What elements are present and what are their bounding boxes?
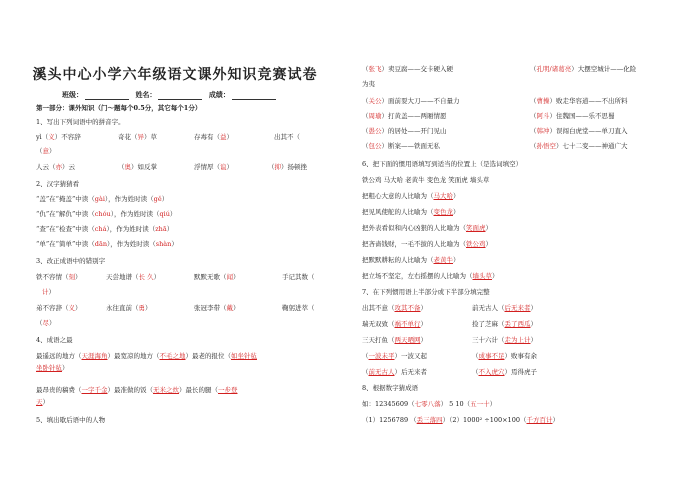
q1-row-1-cont: （意） (36, 147, 56, 155)
exam-page: 溪头中心小学六年级语文课外知识竞赛试卷 班级： 姓名： 成绩： 第一部分：课外知识（门～题每个0.5分，其它每个1分） 1、写出下列词语中的拼音字。 yì（义）不容辞 奇花（异）草 存毒有（益） 出其不（ （意） 人云（亦）云 （奥）如反掌 浮情厚（谊） （抑）扬顿挫 2、汉字猜猜看 “盖”在“掩盖”中读（gài），作为姓时读（gě） “仇”在“解仇”中读（chóu），作为姓时读（qiú） “查”在“检查”中读（chá），作为姓时读（zhā） “单”在“简单”中读（dān），作为姓时读（shàn） 3、改正成语中的错别字 铁不容情（刻） 天尝地谱（长 久） 默默无歌（闻） 手记其数（ 计） 弟不容辞（义） 永往直前（勇） 张冠李带（戴） 鞠躬进萃（ （尽） 4、成语之最 最遥远的地方（天涯海角）最宽凉的地方（不毛之地）最老的报位（如坐针毡 坐卧针毡） 最昂贵的稿费（一字千金）最准做的饭（无米之炊）最长的腿（一步登 天） 5、填出歇后语中的人物 （张飞）卖豆腐——交卡硬入硬 （孔明/诸葛亮）大摆空城计——化险 为夷 （关公）面前耍大刀——不自量力 （曹操）败走华容道——不出所料 （周瑜）打黄盖——两厢情愿 （阿斗）住魏国——乐不思蜀 （愚公）的居处——开门见山 （韩冲）误闯白虎堂——单刀直入 （包公）断案——铁面无私 （孙悟空）七十二变——神通广大 6、把下面的惯用语填写到适当的位置上（是选词填空） 铁公鸡 马大哈 老黄牛 变色龙 笑面虎 墙头草 把粗心大意的人比喻为（马大哈） 把见风使舵的人比喻为（变色龙） 把外表看似和内心凶狠的人比喻为（笑面虎） 把吝啬钱财，一毛不拔的人比喻为（铁公鸡） 把默默耕耘的人比喻为（老黄牛） 把立场不坚定，左右摇摆的人比喻为（墙头草） 7、在下列惯用语上半部分或下半部分填完整 出其不意（攻其不备） 前无古人（后无来者） 瑞无双致（祸不单行） 捡了芝麻（丢了西瓜） 三天打鱼（两天晒网） 三十六计（走为上计） （一波未平）一波又起 （成事不足）败事有余 （前无古人）后无来者 （不入虎穴）焉得虎子 8、根据数字猜成语 如：12345609（七零八落） 5 10（五一十） （1）1256789 （丢三落四）（2）1000² ÷100×100（千方百计） (0, 0, 700, 494)
q3-item: 张冠李带（戴） (194, 304, 240, 312)
name-field[interactable] (158, 92, 202, 100)
q8-example: 如：12345609（七零八落） 5 10（五一十） (362, 400, 497, 408)
q2-row: “单”在“简单”中读（dān），作为姓时读（shàn） (36, 240, 178, 248)
question-3-heading: 3、改正成语中的错别字 (36, 257, 106, 265)
question-8-heading: 8、根据数字猜成语 (362, 384, 419, 392)
name-label: 姓名： (135, 90, 157, 99)
student-info-line (62, 90, 280, 100)
q6-row: 把见风使舵的人比喻为（变色龙） (362, 208, 460, 216)
q3-item: 默默无歌（闻） (194, 273, 240, 281)
q3-row-1-cont: 计） (42, 288, 55, 296)
question-4-heading: 4、成语之最 (36, 336, 73, 344)
question-5-heading: 5、填出歇后语中的人物 (36, 416, 106, 424)
class-label: 班级： (62, 90, 83, 99)
q3-item: 鞠躬进萃（ (282, 304, 315, 312)
question-6-heading: 6、把下面的惯用语填写到适当的位置上（是选词填空） (362, 160, 523, 168)
q3-item: 弟不容辞（义） (36, 304, 82, 312)
q1-item: （抑）扬顿挫 (268, 163, 307, 171)
page-title: 溪头中心小学六年级语文课外知识竞赛试卷 (32, 67, 318, 83)
q3-item: 天尝地谱（长 久） (106, 273, 161, 281)
q6-row: 把粗心大意的人比喻为（马大哈） (362, 192, 460, 200)
q1-item: 奇花（异）草 (118, 133, 157, 141)
q3-row-2-cont: （尽） (36, 319, 56, 327)
q8-row: （1）1256789 （丢三落四）（2）1000² ÷100×100（千方百计） (362, 416, 559, 424)
question-2-heading: 2、汉字猜猜看 (36, 180, 80, 188)
score-label: 成绩： (208, 90, 230, 99)
q3-item: 铁不容情（刻） (36, 273, 82, 281)
q4-row-1-cont: 坐卧针毡） (36, 364, 69, 372)
q4-row-2: 最昂贵的稿费（一字千金）最准做的饭（无米之炊）最长的腿（一步登 (36, 386, 238, 394)
q1-item: 出其不（ (274, 133, 300, 141)
q2-row: “仇”在“解仇”中读（chóu），作为姓时读（qiú） (36, 210, 177, 218)
q6-row: 把吝啬钱财，一毛不拔的人比喻为（铁公鸡） (362, 240, 492, 248)
q3-item: 永往直前（勇） (106, 304, 152, 312)
q6-row: 把立场不坚定，左右摇摆的人比喻为（墙头草） (362, 272, 499, 280)
q6-row: 把外表看似和内心凶狠的人比喻为（笑面虎） (362, 224, 492, 232)
q6-row: 把默默耕耘的人比喻为（老黄牛） (362, 256, 460, 264)
q1-item: （奥）如反掌 (118, 163, 157, 171)
part-one-heading: 第一部分：课外知识（门～题每个0.5分，其它每个1分） (36, 104, 202, 112)
q1-item: yì（义）不容辞 (36, 133, 81, 141)
question-7-heading: 7、在下列惯用语上半部分或下半部分填完整 (362, 288, 490, 296)
q1-item: 人云（亦）云 (36, 163, 75, 171)
question-1-heading: 1、写出下列词语中的拼音字。 (36, 118, 125, 126)
class-field[interactable] (85, 92, 129, 100)
score-field[interactable] (232, 92, 276, 100)
q1-item: 浮情厚（谊） (194, 163, 233, 171)
q2-row: “盖”在“掩盖”中读（gài），作为姓时读（gě） (36, 195, 169, 203)
q5-row-1-cont: 为夷 (362, 80, 375, 88)
q1-item: 存毒有（益） (194, 133, 233, 141)
q4-row-1: 最遥远的地方（天涯海角）最宽凉的地方（不毛之地）最老的报位（如坐针毡 (36, 352, 257, 360)
q4-row-2-cont: 天） (36, 398, 49, 406)
q3-item: 手记其数（ (282, 273, 315, 281)
q6-word-bank: 铁公鸡 马大哈 老黄牛 变色龙 笑面虎 墙头草 (362, 176, 490, 184)
q2-row: “查”在“检查”中读（chá），作为姓时读（zhā） (36, 225, 174, 233)
